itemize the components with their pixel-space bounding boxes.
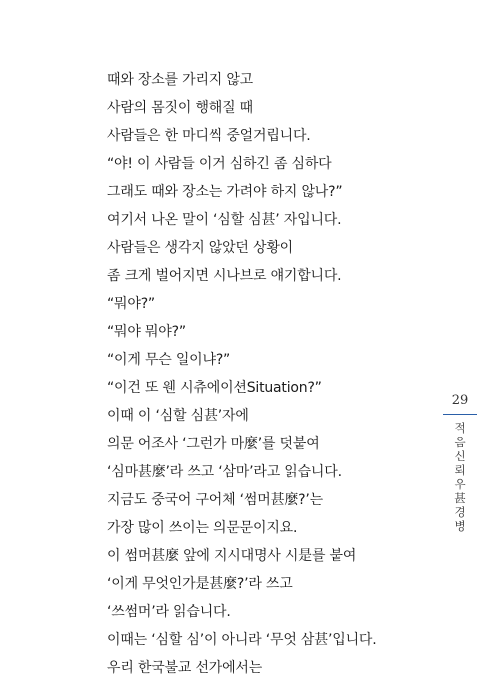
text-line: ‘이게 무엇인가是甚麼?’라 쓰고 [107, 576, 293, 592]
text-line: “야! 이 사람들 이거 심하긴 좀 심하다 [107, 156, 332, 172]
page-number: 29 [451, 393, 469, 408]
text-line: 그래도 때와 장소는 가려야 하지 않나?” [107, 184, 343, 200]
text-line: 우리 한국불교 선가에서는 [107, 660, 263, 676]
text-line: 의문 어조사 ‘그런가 마麼’를 덧붙여 [107, 436, 320, 452]
text-line: “뭐야 뭐야?” [107, 324, 186, 340]
text-line: 여기서 나온 말이 ‘심할 심甚’ 자입니다. [107, 212, 342, 228]
text-line: 사람의 몸짓이 행해질 때 [107, 100, 253, 116]
text-line: ‘쓰썸머’라 읽습니다. [107, 604, 231, 620]
text-line: ‘심마甚麼’라 쓰고 ‘삼마’라고 읽습니다. [107, 464, 342, 480]
text-line: 가장 많이 쓰이는 의문문이지요. [107, 520, 298, 536]
text-line: 지금도 중국어 구어체 ‘썸머甚麼?’는 [107, 492, 323, 508]
header-rule [443, 414, 477, 415]
text-line: “뭐야?” [107, 296, 155, 312]
text-line: 좀 크게 벌어지면 시나브로 얘기합니다. [107, 268, 342, 284]
body-text [107, 66, 407, 682]
text-line: “이건 또 웬 시츄에이션Situation?” [107, 380, 322, 396]
book-title: 적음신뢰우甚경병 [454, 421, 466, 533]
text-line: 이때는 ‘심할 심’이 아니라 ‘무엇 삼甚’입니다. [107, 632, 377, 648]
text-line: “이게 무슨 일이냐?” [107, 352, 231, 368]
text-line: 사람들은 한 마디씩 중얼거립니다. [107, 128, 311, 144]
text-line: 때와 장소를 가리지 않고 [107, 72, 253, 88]
running-head [440, 392, 480, 533]
text-line: 사람들은 생각지 않았던 상황이 [107, 240, 293, 256]
text-line: 이 썸머甚麼 앞에 지시대명사 시是를 붙여 [107, 548, 357, 564]
text-line: 이때 이 ‘심할 심甚’자에 [107, 408, 249, 424]
